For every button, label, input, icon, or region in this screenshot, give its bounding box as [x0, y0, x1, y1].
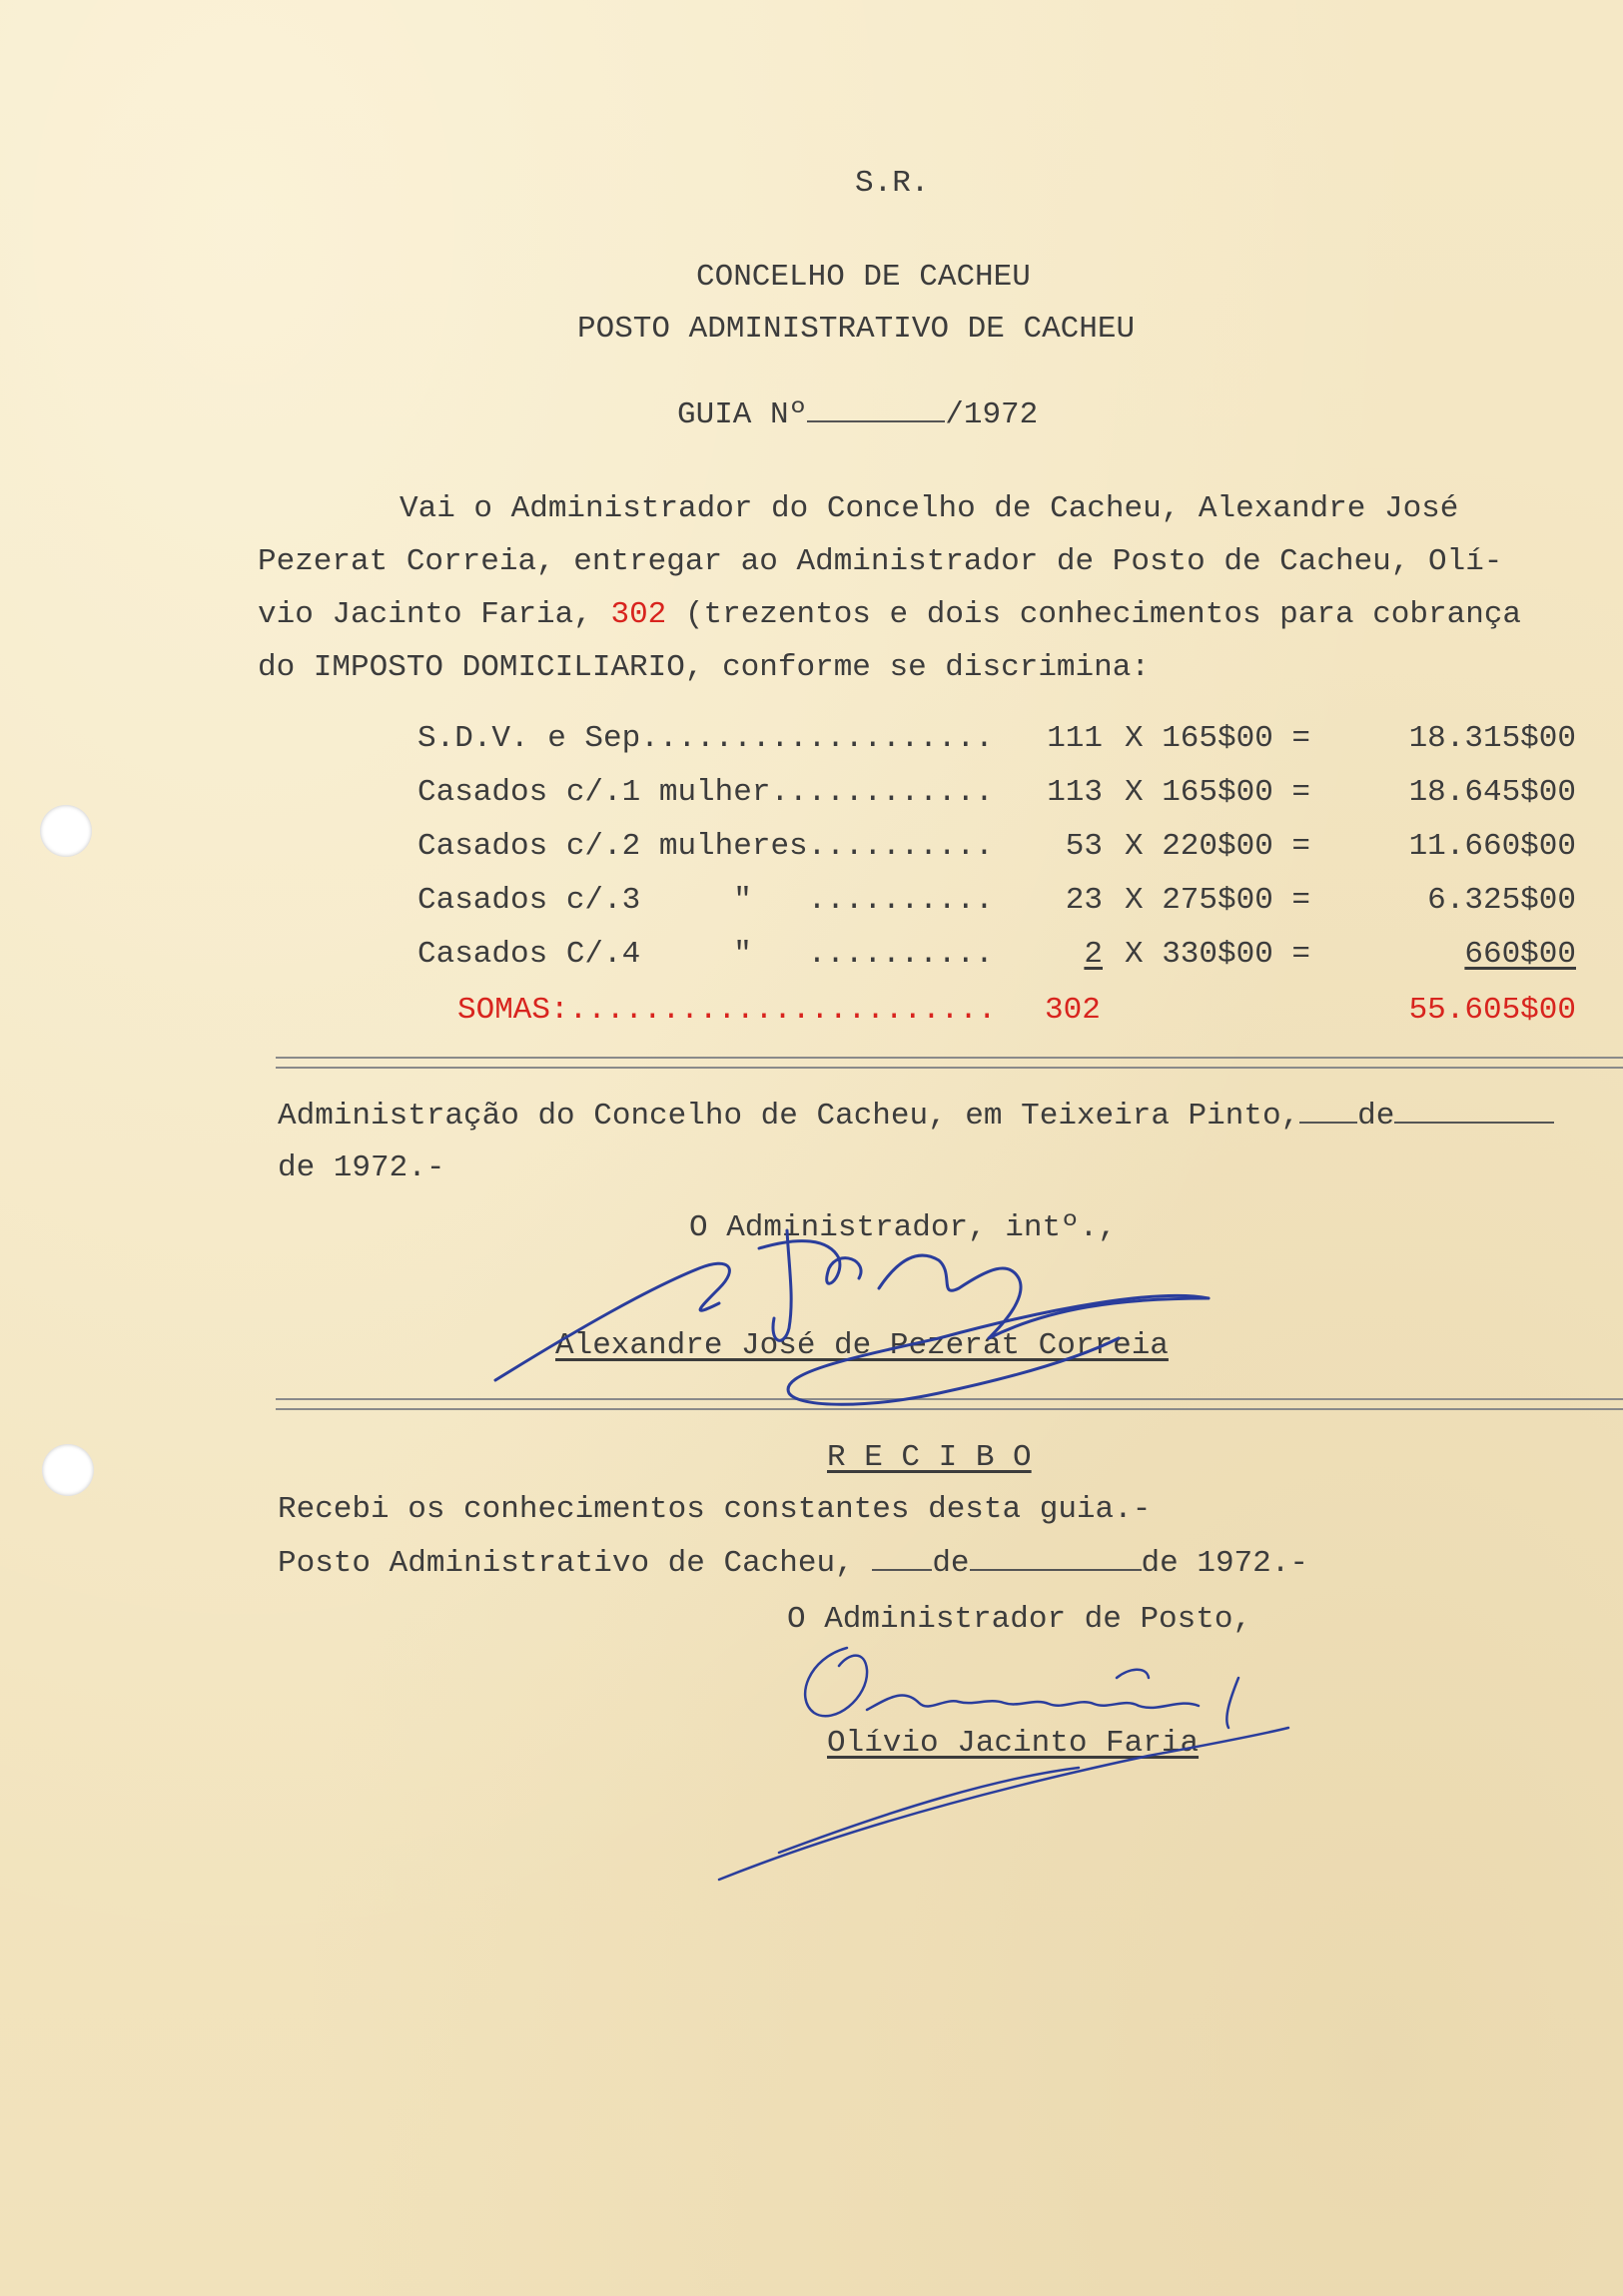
table-row-2-qty: 113: [1047, 775, 1103, 810]
body-line-3-end: (trezentos e dois conhecimentos para cobrança: [666, 597, 1522, 632]
recibo-line-1: Recebi os conhecimentos constantes desta guia.-: [278, 1492, 1152, 1527]
header-mark: S.R.: [855, 166, 930, 201]
table-row-5-total: 660$00: [1464, 937, 1576, 972]
table-row-2-label: Casados c/.1 mulher............: [417, 775, 994, 810]
recibo-de: de: [932, 1546, 970, 1581]
body-line-4: do IMPOSTO DOMICILIARIO, conforme se discrimina:: [258, 650, 1150, 685]
table-row-4-rate: X 275$00 =: [1125, 883, 1311, 918]
recibo-name: Olívio Jacinto Faria: [827, 1726, 1200, 1761]
recibo-place-text: Posto Administrativo de Cacheu,: [278, 1546, 854, 1581]
table-row-3-rate: X 220$00 =: [1125, 829, 1311, 864]
table-row-3-total: 11.660$00: [1408, 829, 1576, 864]
admin-name: Alexandre José de Pezerat Correia: [555, 1328, 1169, 1363]
table-row-5-qty: 2: [1084, 937, 1103, 972]
header-posto: POSTO ADMINISTRATIVO DE CACHEU: [577, 312, 1136, 347]
body-count-red: 302: [610, 597, 667, 632]
table-row-4-qty: 23: [1065, 883, 1103, 918]
table-row-3-qty: 53: [1065, 829, 1103, 864]
table-row-5-rate: X 330$00 =: [1125, 937, 1311, 972]
body-line-1: Vai o Administrador do Concelho de Cacheu, Alexandre José: [400, 491, 1459, 526]
body-line-3-start: vio Jacinto Faria,: [258, 597, 611, 632]
admin-place-text: Administração do Concelho de Cacheu, em Teixeira Pinto,: [278, 1099, 1300, 1134]
table-row-1-total: 18.315$00: [1408, 721, 1576, 756]
sum-total: 55.605$00: [1408, 993, 1576, 1028]
sum-label: SOMAS:.......................: [457, 993, 997, 1028]
table-row-3-label: Casados c/.2 mulheres..........: [417, 829, 994, 864]
recibo-year: de 1972.-: [1141, 1546, 1308, 1581]
guia-prefix: GUIA Nº: [677, 397, 808, 432]
table-row-1-label: S.D.V. e Sep...................: [417, 721, 994, 756]
admin-de: de: [1357, 1099, 1395, 1134]
header-concelho: CONCELHO DE CACHEU: [696, 260, 1031, 295]
table-row-4-label: Casados c/.3 " ..........: [417, 883, 994, 918]
admin-year-line: de 1972.-: [278, 1150, 445, 1185]
admin-title: O Administrador, intº.,: [689, 1210, 1117, 1245]
recibo-title: O Administrador de Posto,: [787, 1602, 1252, 1637]
table-row-2-total: 18.645$00: [1408, 775, 1576, 810]
table-row-5-label: Casados C/.4 " ..........: [417, 937, 994, 972]
table-row-1-qty: 111: [1047, 721, 1103, 756]
recibo-heading: R E C I B O: [827, 1440, 1032, 1475]
body-line-2: Pezerat Correia, entregar ao Administrador de Posto de Cacheu, Olí-: [258, 544, 1503, 579]
sum-qty: 302: [1045, 993, 1101, 1028]
table-row-2-rate: X 165$00 =: [1125, 775, 1311, 810]
table-row-1-rate: X 165$00 =: [1125, 721, 1311, 756]
table-row-4-total: 6.325$00: [1427, 883, 1576, 918]
guia-year: /1972: [945, 397, 1039, 432]
